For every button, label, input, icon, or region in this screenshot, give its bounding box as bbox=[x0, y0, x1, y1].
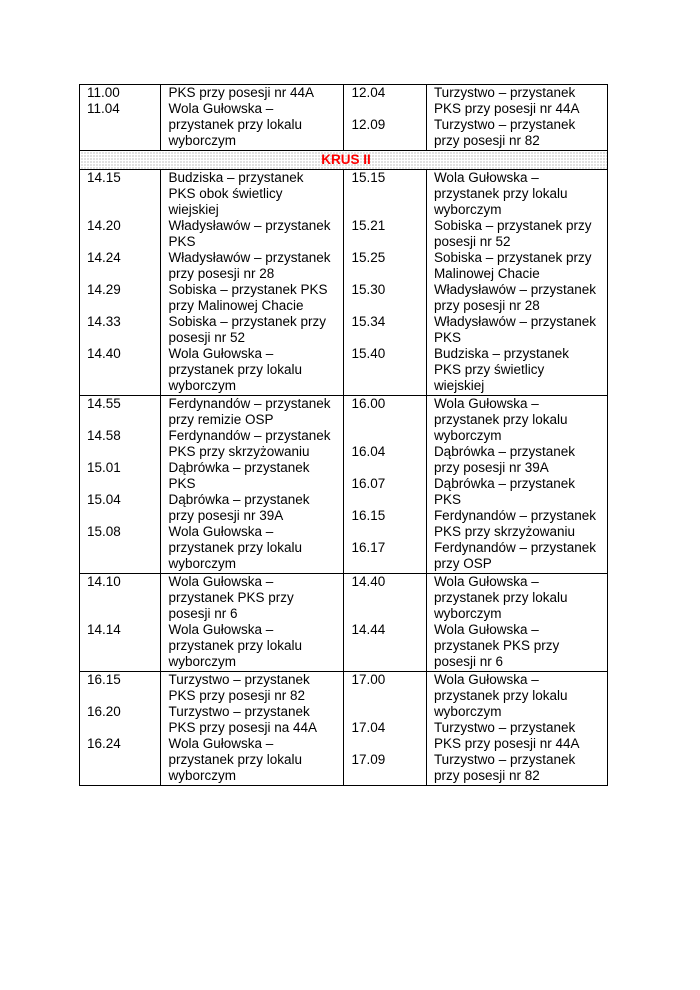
bus-stop bbox=[434, 672, 605, 720]
bus-stop-line: Wola Gułowska – bbox=[433, 170, 539, 185]
bus-stop-line: Władysławów – przystanek bbox=[168, 218, 331, 233]
bus-stop bbox=[434, 444, 605, 476]
departure-time: 15.40 bbox=[351, 346, 386, 361]
bus-stop bbox=[434, 574, 605, 622]
bus-stop-line: wyborczym bbox=[168, 556, 236, 571]
return-stop-cell bbox=[426, 85, 607, 151]
bus-stop bbox=[168, 704, 341, 736]
bus-stop bbox=[168, 524, 341, 572]
bus-stop-line: Turzystwo – przystanek bbox=[168, 672, 310, 687]
return-time-cell bbox=[344, 170, 426, 396]
return-stop-cell bbox=[426, 396, 607, 574]
bus-stop-line: przy OSP bbox=[433, 556, 492, 571]
departure-time: 15.04 bbox=[87, 492, 121, 507]
bus-stop-line: Władysławów – przystanek bbox=[433, 314, 596, 329]
bus-stop-line: przy posesji nr 28 bbox=[433, 298, 540, 313]
departure-stop-cell bbox=[161, 574, 344, 672]
bus-stop-line: posesji nr 6 bbox=[168, 606, 238, 621]
departure-time: 14.10 bbox=[87, 574, 121, 589]
departure-time: 14.44 bbox=[351, 622, 386, 637]
bus-stop-line: przystanek PKS przy bbox=[433, 638, 560, 653]
bus-stop-line: Sobiska – przystanek przy bbox=[433, 250, 592, 265]
bus-stop-line: przy posesji nr 82 bbox=[433, 768, 540, 783]
bus-stop-line: wyborczym bbox=[168, 378, 236, 393]
section-heading-row bbox=[80, 151, 608, 170]
departure-time-cell bbox=[80, 396, 161, 574]
departure-time: 14.29 bbox=[87, 282, 121, 297]
bus-stop bbox=[168, 170, 341, 218]
schedule-block bbox=[80, 574, 608, 672]
bus-stop-line: PKS bbox=[433, 330, 461, 345]
section-heading-cell bbox=[80, 151, 608, 170]
bus-stop bbox=[434, 117, 605, 149]
bus-stop bbox=[168, 672, 341, 704]
bus-stop bbox=[168, 85, 341, 101]
schedule-body bbox=[80, 85, 608, 786]
bus-stop bbox=[434, 622, 605, 670]
bus-stop-line: Dąbrówka – przystanek bbox=[168, 460, 310, 475]
bus-stop bbox=[168, 282, 341, 314]
departure-time: 14.58 bbox=[87, 428, 121, 443]
bus-stop-line: Wola Gułowska – bbox=[168, 622, 274, 637]
departure-time: 14.55 bbox=[87, 396, 121, 411]
bus-stop bbox=[168, 101, 341, 149]
bus-stop bbox=[434, 752, 605, 784]
bus-stop bbox=[168, 218, 341, 250]
bus-stop-line: Turzystwo – przystanek bbox=[433, 117, 576, 132]
departure-time: 16.00 bbox=[351, 396, 386, 411]
bus-stop-line: PKS bbox=[168, 476, 196, 491]
departure-stop-cell bbox=[161, 85, 344, 151]
bus-stop-line: przystanek przy lokalu bbox=[168, 540, 303, 555]
departure-time: 14.15 bbox=[87, 170, 121, 185]
bus-stop-line: przystanek przy lokalu bbox=[433, 688, 568, 703]
bus-stop-line: PKS przy świetlicy bbox=[433, 362, 545, 377]
bus-stop-line: przystanek przy lokalu bbox=[433, 412, 568, 427]
bus-stop bbox=[434, 282, 605, 314]
bus-stop-line: Turzystwo – przystanek bbox=[433, 720, 576, 735]
bus-stop-line: wyborczym bbox=[433, 428, 502, 443]
departure-time: 16.20 bbox=[87, 704, 121, 719]
bus-stop bbox=[168, 622, 341, 670]
schedule-block bbox=[80, 672, 608, 786]
bus-stop bbox=[168, 346, 341, 394]
bus-stop bbox=[168, 460, 341, 492]
bus-stop-line: Władysławów – przystanek bbox=[168, 250, 331, 265]
departure-time-cell bbox=[80, 170, 161, 396]
departure-time-cell bbox=[80, 672, 161, 786]
bus-stop-line: Wola Gułowska – bbox=[168, 574, 274, 589]
bus-stop-line: Dąbrówka – przystanek bbox=[433, 444, 576, 459]
departure-time: 14.40 bbox=[351, 574, 386, 589]
bus-stop bbox=[434, 540, 605, 572]
departure-stop-cell bbox=[161, 170, 344, 396]
departure-time: 14.24 bbox=[87, 250, 121, 265]
return-time-cell bbox=[344, 85, 426, 151]
bus-stop-line: wiejskiej bbox=[168, 202, 219, 217]
bus-stop bbox=[168, 574, 341, 622]
bus-stop-line: PKS przy posesji nr 44A bbox=[433, 736, 580, 751]
bus-stop-line: posesji nr 52 bbox=[433, 234, 511, 249]
departure-time: 15.25 bbox=[351, 250, 386, 265]
return-stop-cell bbox=[426, 170, 607, 396]
bus-stop-line: wiejskiej bbox=[433, 378, 485, 393]
bus-stop-line: Malinowej Chacie bbox=[433, 266, 540, 281]
schedule-block bbox=[80, 396, 608, 574]
bus-stop-line: przy posesji nr 28 bbox=[168, 266, 275, 281]
bus-stop bbox=[434, 720, 605, 752]
bus-stop-line: przystanek przy lokalu bbox=[168, 362, 303, 377]
bus-stop-line: PKS bbox=[433, 492, 461, 507]
bus-stop-line: Wola Gułowska – bbox=[168, 736, 274, 751]
bus-stop-line: Budziska – przystanek bbox=[433, 346, 570, 361]
departure-time: 16.17 bbox=[351, 540, 386, 555]
bus-stop-line: przy Malinowej Chacie bbox=[168, 298, 304, 313]
bus-stop-line: Budziska – przystanek bbox=[168, 170, 304, 185]
return-time-cell bbox=[344, 396, 426, 574]
bus-stop-line: wyborczym bbox=[168, 133, 236, 148]
departure-time: 11.04 bbox=[87, 101, 120, 116]
departure-time: 17.04 bbox=[351, 720, 386, 735]
bus-stop-line: przystanek przy lokalu bbox=[433, 590, 568, 605]
return-time-cell bbox=[344, 574, 426, 672]
bus-stop-line: Dąbrówka – przystanek bbox=[433, 476, 576, 491]
departure-time: 11.00 bbox=[87, 85, 120, 100]
bus-stop-line: Dąbrówka – przystanek bbox=[168, 492, 310, 507]
bus-stop bbox=[434, 476, 605, 508]
bus-stop-line: Wola Gułowska – bbox=[168, 101, 274, 116]
bus-stop-line: PKS przy skrzyżowaniu bbox=[168, 444, 310, 459]
bus-stop bbox=[168, 250, 341, 282]
bus-stop-line: PKS bbox=[168, 234, 196, 249]
departure-time: 14.20 bbox=[87, 218, 121, 233]
bus-stop-line: Wola Gułowska – bbox=[433, 672, 539, 687]
bus-stop-line: Ferdynandów – przystanek bbox=[168, 396, 331, 411]
departure-time: 15.34 bbox=[351, 314, 386, 329]
bus-stop-line: PKS przy posesji na 44A bbox=[168, 720, 318, 735]
departure-time: 14.14 bbox=[87, 622, 121, 637]
departure-stop-cell bbox=[161, 672, 344, 786]
bus-stop-line: posesji nr 52 bbox=[168, 330, 245, 345]
departure-time: 12.04 bbox=[351, 85, 386, 100]
bus-stop bbox=[168, 492, 341, 524]
bus-stop bbox=[434, 396, 605, 444]
departure-time: 16.15 bbox=[87, 672, 121, 687]
bus-stop-line: przy posesji nr 82 bbox=[433, 133, 540, 148]
bus-stop-line: Sobiska – przystanek przy bbox=[168, 314, 327, 329]
bus-stop-line: Sobiska – przystanek PKS bbox=[168, 282, 328, 297]
bus-stop-line: przy remizie OSP bbox=[168, 412, 274, 427]
schedule-block bbox=[80, 170, 608, 396]
departure-time-cell bbox=[80, 574, 161, 672]
bus-stop bbox=[434, 218, 605, 250]
bus-stop bbox=[168, 736, 341, 784]
bus-stop-line: Ferdynandów – przystanek bbox=[168, 428, 331, 443]
bus-stop-line: Ferdynandów – przystanek bbox=[433, 540, 597, 555]
bus-stop-line: wyborczym bbox=[168, 654, 236, 669]
bus-stop bbox=[434, 508, 605, 540]
bus-stop bbox=[168, 428, 341, 460]
bus-stop-line: wyborczym bbox=[433, 202, 502, 217]
bus-stop-line: Wola Gułowska – bbox=[433, 622, 539, 637]
bus-stop-line: przy posesji nr 39A bbox=[433, 460, 549, 475]
bus-stop-line: Władysławów – przystanek bbox=[433, 282, 596, 297]
departure-time: 14.33 bbox=[87, 314, 121, 329]
bus-stop-line: przy posesji nr 39A bbox=[168, 508, 284, 523]
return-stop-cell bbox=[426, 574, 607, 672]
departure-time: 16.04 bbox=[351, 444, 386, 459]
bus-stop-line: PKS przy posesji nr 44A bbox=[168, 85, 315, 100]
bus-stop-line: Turzystwo – przystanek bbox=[168, 704, 310, 719]
departure-time: 15.15 bbox=[351, 170, 386, 185]
bus-stop-line: PKS przy posesji nr 82 bbox=[168, 688, 306, 703]
departure-time: 15.08 bbox=[87, 524, 121, 539]
bus-stop-line: Sobiska – przystanek przy bbox=[433, 218, 592, 233]
bus-stop-line: wyborczym bbox=[168, 768, 236, 783]
departure-time: 17.00 bbox=[351, 672, 386, 687]
bus-stop-line: przystanek przy lokalu bbox=[168, 752, 303, 767]
bus-stop bbox=[434, 250, 605, 282]
schedule-block bbox=[80, 85, 608, 151]
bus-stop-line: Turzystwo – przystanek bbox=[433, 85, 576, 100]
bus-stop-line: Ferdynandów – przystanek bbox=[433, 508, 597, 523]
bus-stop-line: posesji nr 6 bbox=[433, 654, 503, 669]
bus-stop-line: przystanek przy lokalu bbox=[433, 186, 568, 201]
departure-time: 15.01 bbox=[87, 460, 121, 475]
bus-stop bbox=[168, 314, 341, 346]
bus-stop bbox=[168, 396, 341, 428]
bus-stop-line: Wola Gułowska – bbox=[168, 346, 274, 361]
bus-schedule-table bbox=[79, 84, 608, 786]
bus-stop-line: PKS przy skrzyżowaniu bbox=[433, 524, 575, 539]
departure-time: 12.09 bbox=[351, 117, 386, 132]
bus-stop-line: przystanek PKS przy bbox=[168, 590, 294, 605]
bus-stop-line: Wola Gułowska – bbox=[433, 574, 539, 589]
departure-time: 16.24 bbox=[87, 736, 121, 751]
departure-time: 16.15 bbox=[351, 508, 386, 523]
departure-time: 15.21 bbox=[351, 218, 386, 233]
bus-stop bbox=[434, 170, 605, 218]
departure-time-cell bbox=[80, 85, 161, 151]
departure-time: 17.09 bbox=[351, 752, 386, 767]
section-heading: KRUS II bbox=[321, 152, 371, 167]
departure-time: 14.40 bbox=[87, 346, 121, 361]
departure-time: 15.30 bbox=[351, 282, 386, 297]
bus-stop-line: Wola Gułowska – bbox=[168, 524, 274, 539]
bus-stop-line: Turzystwo – przystanek bbox=[433, 752, 576, 767]
bus-stop-line: wyborczym bbox=[433, 704, 502, 719]
departure-stop-cell bbox=[161, 396, 344, 574]
bus-stop-line: wyborczym bbox=[433, 606, 502, 621]
departure-time: 16.07 bbox=[351, 476, 386, 491]
bus-stop bbox=[434, 346, 605, 394]
bus-stop-line: przystanek przy lokalu bbox=[168, 117, 303, 132]
return-stop-cell bbox=[426, 672, 607, 786]
bus-stop-line: przystanek przy lokalu bbox=[168, 638, 303, 653]
bus-stop-line: PKS obok świetlicy bbox=[168, 186, 283, 201]
bus-stop bbox=[434, 314, 605, 346]
bus-stop bbox=[434, 85, 605, 117]
bus-stop-line: Wola Gułowska – bbox=[433, 396, 539, 411]
return-time-cell bbox=[344, 672, 426, 786]
bus-stop-line: PKS przy posesji nr 44A bbox=[433, 101, 580, 116]
